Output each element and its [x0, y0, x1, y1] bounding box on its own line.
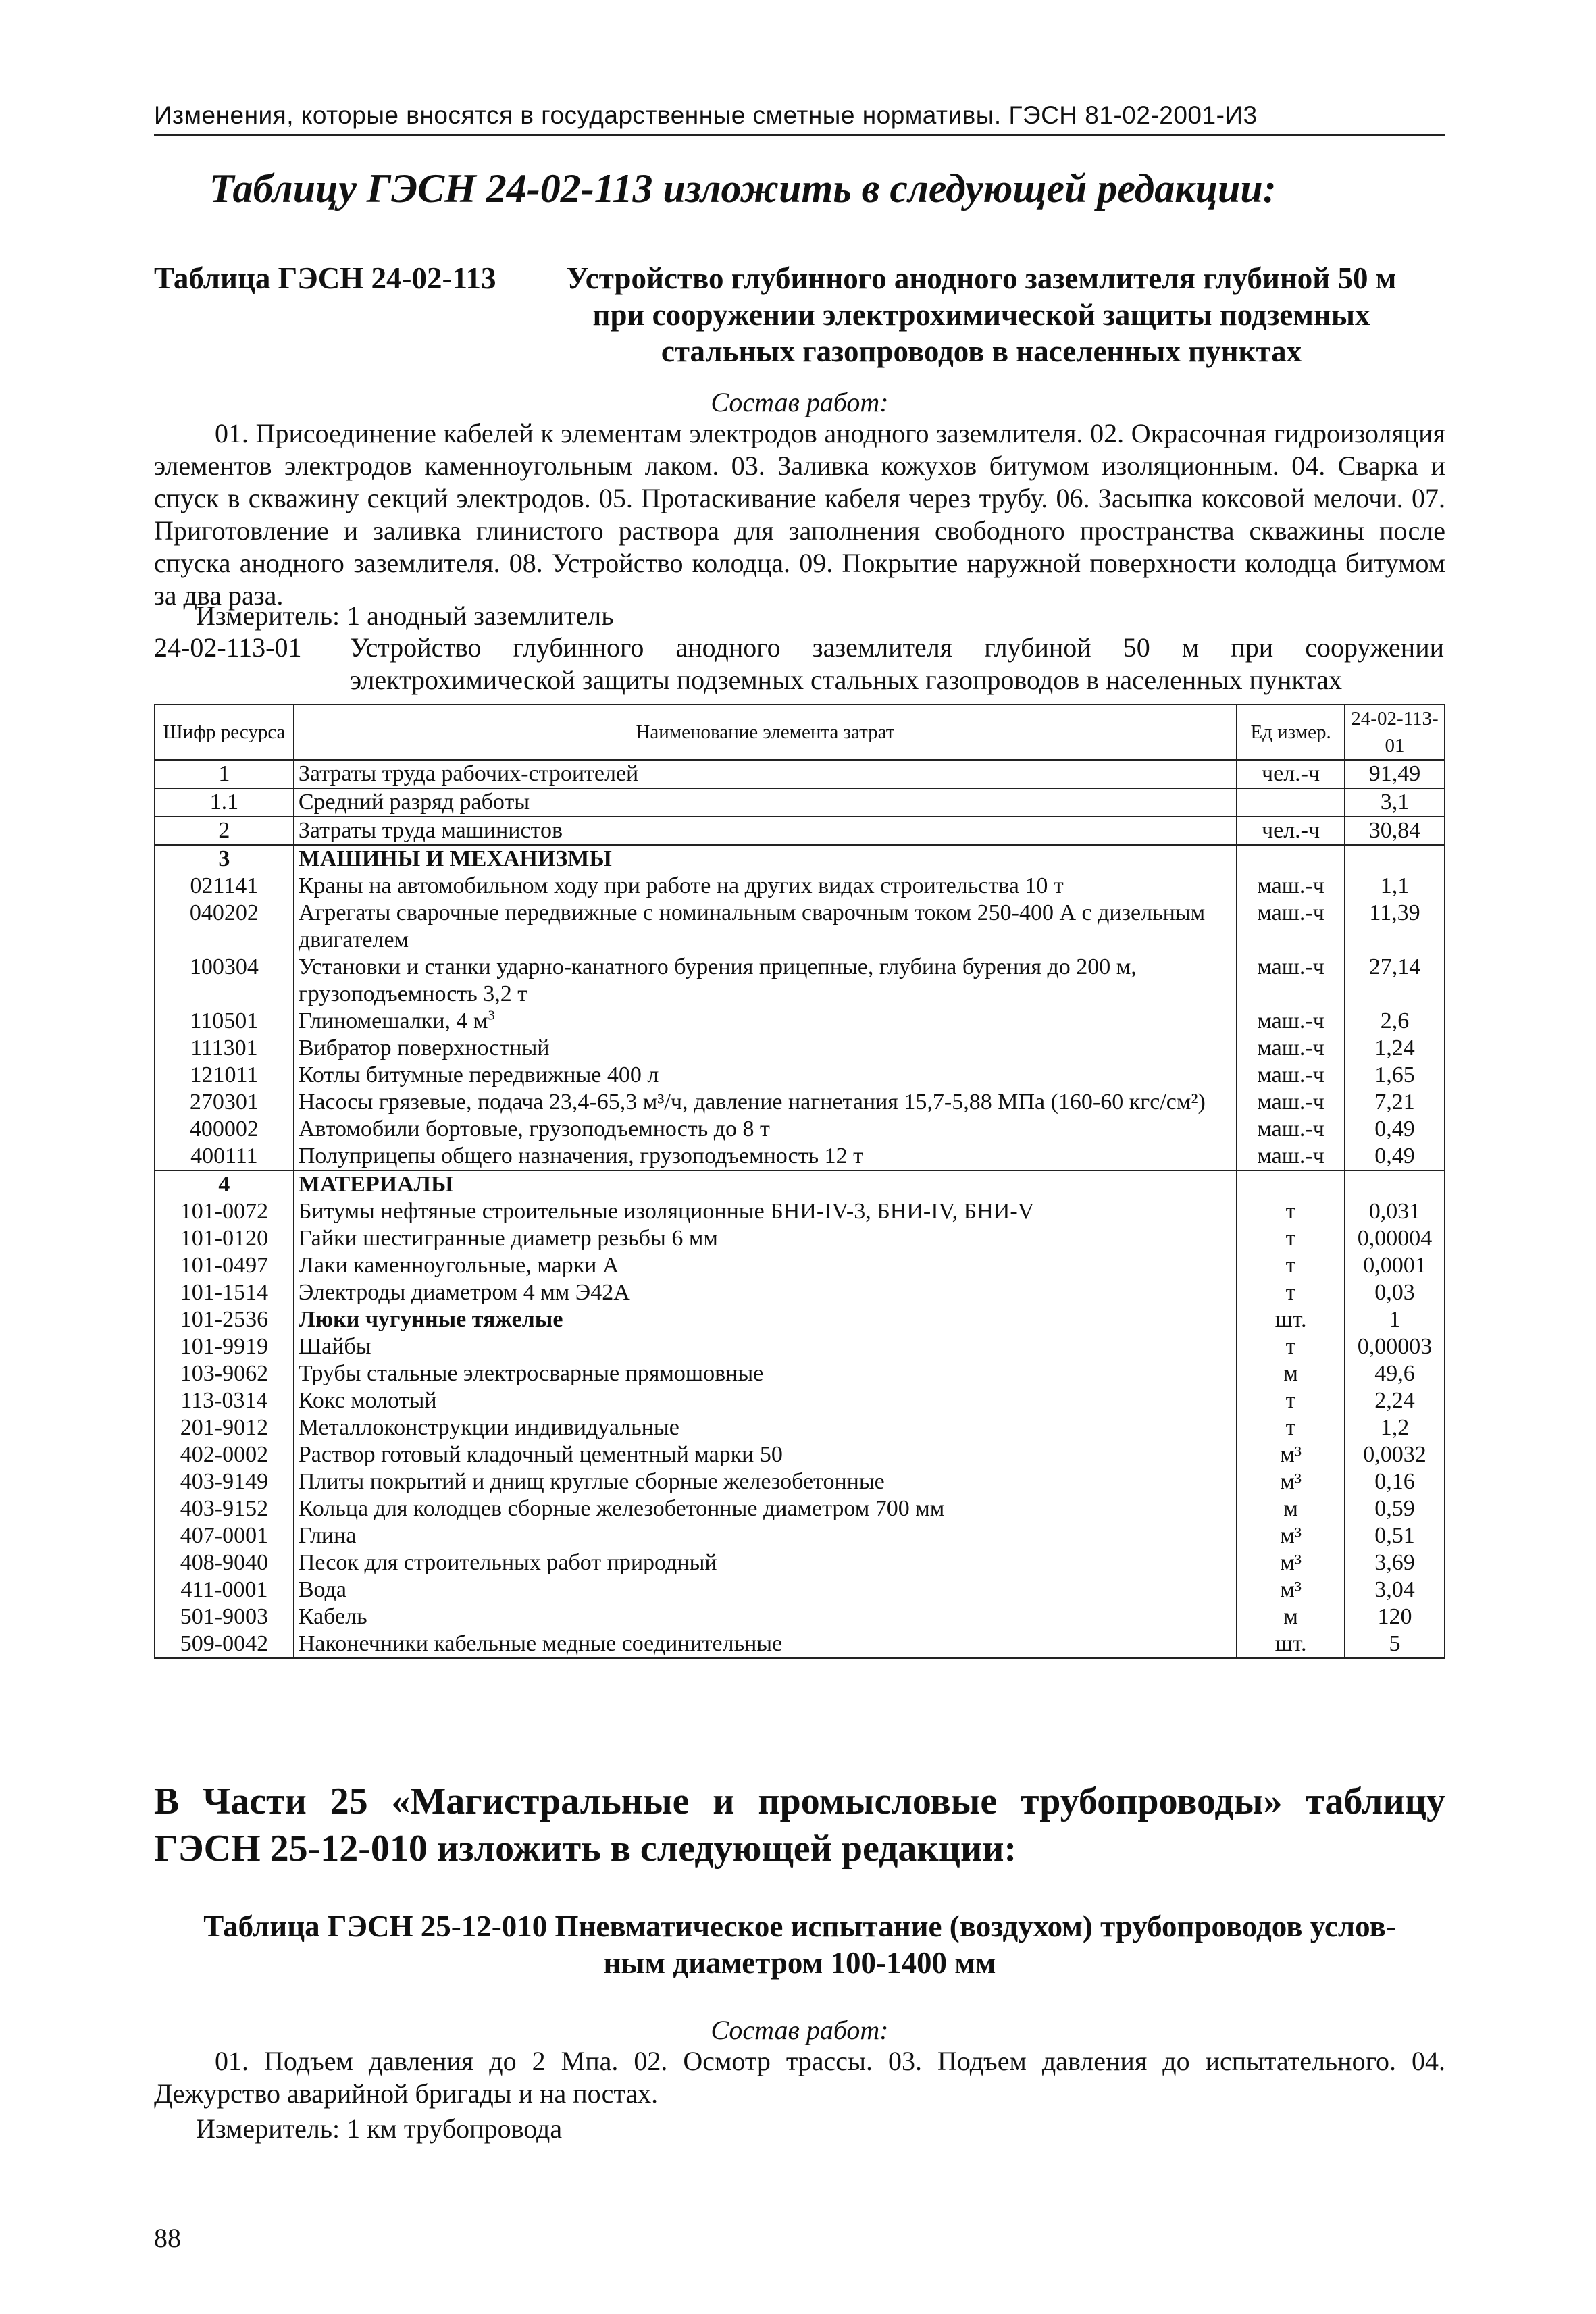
- cell-code: 403-9149: [155, 1468, 294, 1495]
- col-header-unit: Ед измер.: [1237, 704, 1345, 760]
- table2-title: [154, 1908, 1445, 1981]
- cell-unit: т: [1237, 1252, 1345, 1279]
- section-title: Таблицу ГЭСН 24-02-113 изложить в следующей редакции:: [209, 166, 1277, 211]
- cell-value: 0,0032: [1345, 1441, 1445, 1468]
- cell-name: МАШИНЫ И МЕХАНИЗМЫ: [294, 845, 1237, 873]
- table-row: [155, 1171, 1445, 1198]
- table2-title-line: ным диаметром 100-1400 мм: [603, 1946, 996, 1980]
- cell-name: Лаки каменноугольные, марки А: [294, 1252, 1237, 1279]
- cell-unit: м³: [1237, 1549, 1345, 1576]
- cell-value: 91,49: [1345, 760, 1445, 788]
- cell-name: Кольца для колодцев сборные железобетонные диаметром 700 мм: [294, 1495, 1237, 1522]
- cell-value: 0,51: [1345, 1522, 1445, 1549]
- cell-code: 2: [155, 817, 294, 845]
- table-row: [155, 1630, 1445, 1658]
- table-row: [155, 1549, 1445, 1576]
- cell-value: 30,84: [1345, 817, 1445, 845]
- cell-code: 201-9012: [155, 1414, 294, 1441]
- cell-value: 0,00004: [1345, 1225, 1445, 1252]
- measure-value: 1 км трубопровода: [346, 2113, 563, 2144]
- cell-code: 501-9003: [155, 1603, 294, 1630]
- table2-measure: [196, 2113, 562, 2144]
- table2-works-caption: Состав работ:: [711, 2015, 889, 2045]
- cell-code: 113-0314: [155, 1387, 294, 1414]
- cell-unit: м: [1237, 1360, 1345, 1387]
- cell-code: 403-9152: [155, 1495, 294, 1522]
- cell-code: 101-1514: [155, 1279, 294, 1306]
- cell-name: Краны на автомобильном ходу при работе на других видах строительства 10 т: [294, 873, 1237, 900]
- cell-code: 400111: [155, 1143, 294, 1171]
- cell-unit: м: [1237, 1495, 1345, 1522]
- cell-value: 3,04: [1345, 1576, 1445, 1603]
- table-row: [155, 1468, 1445, 1495]
- table-row: [155, 1279, 1445, 1306]
- table-row: [155, 1252, 1445, 1279]
- cell-name: Вода: [294, 1576, 1237, 1603]
- cell-code: 101-9919: [155, 1333, 294, 1360]
- cell-code: 408-9040: [155, 1549, 294, 1576]
- cell-code: 1.1: [155, 788, 294, 817]
- cell-value: 3,69: [1345, 1549, 1445, 1576]
- table1-title-line: Устройство глубинного анодного заземлителя глубиной 50 м: [566, 261, 1397, 295]
- cell-code: 103-9062: [155, 1360, 294, 1387]
- measure-label: Измеритель:: [196, 2113, 340, 2144]
- table-row: [155, 1414, 1445, 1441]
- cell-unit: т: [1237, 1387, 1345, 1414]
- table1-title-line: стальных газопроводов в населенных пунктах: [661, 334, 1302, 368]
- table-row: [155, 1062, 1445, 1089]
- cell-unit: [1237, 788, 1345, 817]
- table-row: [155, 954, 1445, 1008]
- table-row: [155, 760, 1445, 788]
- cell-name: Котлы битумные передвижные 400 л: [294, 1062, 1237, 1089]
- col-header-norm: 24-02-113-01: [1345, 704, 1445, 760]
- measure-label: Измеритель:: [196, 600, 340, 631]
- cell-unit: шт.: [1237, 1630, 1345, 1658]
- cell-name: Вибратор поверхностный: [294, 1035, 1237, 1062]
- table-row: [155, 1387, 1445, 1414]
- table-row: [155, 1306, 1445, 1333]
- table2-works-text: 01. Подъем давления до 2 Мпа. 02. Осмотр трассы. 03. Подъем давления до испытательного. 04. Дежурство аварийной бригады и на постах.: [154, 2046, 1445, 2109]
- superscript: 3: [488, 1008, 495, 1023]
- cell-unit: м³: [1237, 1441, 1345, 1468]
- cell-unit: т: [1237, 1198, 1345, 1225]
- table-row: [155, 1603, 1445, 1630]
- cell-unit: чел.-ч: [1237, 760, 1345, 788]
- cell-value: 11,39: [1345, 900, 1445, 954]
- table-row: [155, 1035, 1445, 1062]
- cell-code: 407-0001: [155, 1522, 294, 1549]
- cell-name: Глиномешалки, 4 $м^3$: [294, 1008, 1237, 1035]
- cell-unit: м³: [1237, 1468, 1345, 1495]
- table-row: [155, 873, 1445, 900]
- cell-value: 5: [1345, 1630, 1445, 1658]
- cell-unit: маш.-ч: [1237, 900, 1345, 954]
- cell-value: 7,21: [1345, 1089, 1445, 1116]
- cell-unit: т: [1237, 1333, 1345, 1360]
- cell-unit: т: [1237, 1225, 1345, 1252]
- table-row: [155, 1116, 1445, 1143]
- table-row: [155, 1089, 1445, 1116]
- cell-unit: м: [1237, 1603, 1345, 1630]
- cell-value: 0,16: [1345, 1468, 1445, 1495]
- cell-code: 101-0497: [155, 1252, 294, 1279]
- cell-name: Агрегаты сварочные передвижные с номинальным сварочным током 250-400 А с дизельным двигателем: [294, 900, 1237, 954]
- cell-unit: м³: [1237, 1576, 1345, 1603]
- norm-code: 24-02-113-01: [154, 632, 302, 663]
- norm-description: Устройство глубинного анодного заземлителя глубиной 50 м при сооружении электрохимической защиты подземных стальных газопроводов в населенных пунктах: [350, 632, 1444, 695]
- measure-value: 1 анодный заземлитель: [346, 600, 614, 631]
- table-row: [155, 1143, 1445, 1171]
- cell-unit: [1237, 845, 1345, 873]
- cell-unit: чел.-ч: [1237, 817, 1345, 845]
- cell-name: Шайбы: [294, 1333, 1237, 1360]
- cell-unit: маш.-ч: [1237, 1035, 1345, 1062]
- cell-code: 111301: [155, 1035, 294, 1062]
- cell-value: 0,0001: [1345, 1252, 1445, 1279]
- cell-unit: маш.-ч: [1237, 1089, 1345, 1116]
- cell-code: 3: [155, 845, 294, 873]
- table1-title-lead: Таблица ГЭСН 24-02-113: [154, 261, 496, 295]
- table-header-row: [155, 704, 1445, 760]
- cell-code: 270301: [155, 1089, 294, 1116]
- cell-unit: маш.-ч: [1237, 1062, 1345, 1089]
- cell-value: 0,00003: [1345, 1333, 1445, 1360]
- table-row: [155, 1008, 1445, 1035]
- table-row: [155, 1522, 1445, 1549]
- cell-unit: т: [1237, 1279, 1345, 1306]
- cell-code: 101-0120: [155, 1225, 294, 1252]
- table-row: [155, 845, 1445, 873]
- table-row: [155, 900, 1445, 954]
- cell-code: 121011: [155, 1062, 294, 1089]
- cell-name: Кокс молотый: [294, 1387, 1237, 1414]
- cell-name: Глина: [294, 1522, 1237, 1549]
- resource-table-body: [155, 760, 1445, 1658]
- cell-value: 0,59: [1345, 1495, 1445, 1522]
- cell-code: 509-0042: [155, 1630, 294, 1658]
- table1-title-line: при сооружении электрохимической защиты подземных: [592, 298, 1370, 332]
- cell-code: 4: [155, 1171, 294, 1198]
- cell-value: 1,65: [1345, 1062, 1445, 1089]
- cell-code: 021141: [155, 873, 294, 900]
- cell-unit: маш.-ч: [1237, 1116, 1345, 1143]
- cell-name: Люки чугунные тяжелые: [294, 1306, 1237, 1333]
- cell-code: 1: [155, 760, 294, 788]
- cell-unit: м³: [1237, 1522, 1345, 1549]
- cell-name: Затраты труда рабочих-строителей: [294, 760, 1237, 788]
- part-title: В Части 25 «Магистральные и промысловые трубопроводы» таблицу ГЭСН 25-12-010 изложить в следующей редакции:: [154, 1780, 1445, 1870]
- cell-code: 402-0002: [155, 1441, 294, 1468]
- cell-name: Автомобили бортовые, грузоподъемность до 8 т: [294, 1116, 1237, 1143]
- cell-value: 1: [1345, 1306, 1445, 1333]
- cell-name: Раствор готовый кладочный цементный марки 50: [294, 1441, 1237, 1468]
- col-header-code: Шифр ресурса: [155, 704, 294, 760]
- cell-unit: шт.: [1237, 1306, 1345, 1333]
- cell-value: 49,6: [1345, 1360, 1445, 1387]
- table1-measure: [196, 600, 613, 632]
- cell-name: Полуприцепы общего назначения, грузоподъемность 12 т: [294, 1143, 1237, 1171]
- cell-name: Гайки шестигранные диаметр резьбы 6 мм: [294, 1225, 1237, 1252]
- cell-code: 110501: [155, 1008, 294, 1035]
- cell-value: 0,49: [1345, 1116, 1445, 1143]
- cell-code: 411-0001: [155, 1576, 294, 1603]
- resource-table: [154, 704, 1445, 1659]
- table-row: [155, 788, 1445, 817]
- cell-unit: маш.-ч: [1237, 1143, 1345, 1171]
- cell-value: 1,1: [1345, 873, 1445, 900]
- table-row: [155, 1441, 1445, 1468]
- cell-value: 0,03: [1345, 1279, 1445, 1306]
- table-row: [155, 817, 1445, 845]
- cell-name: Плиты покрытий и днищ круглые сборные железобетонные: [294, 1468, 1237, 1495]
- cell-code: 040202: [155, 900, 294, 954]
- cell-unit: т: [1237, 1414, 1345, 1441]
- cell-name: Электроды диаметром 4 мм Э42А: [294, 1279, 1237, 1306]
- table-row: [155, 1360, 1445, 1387]
- cell-unit: маш.-ч: [1237, 873, 1345, 900]
- col-header-name: Наименование элемента затрат: [294, 704, 1237, 760]
- cell-unit: [1237, 1171, 1345, 1198]
- table-row: [155, 1198, 1445, 1225]
- table-row: [155, 1333, 1445, 1360]
- cell-unit: маш.-ч: [1237, 954, 1345, 1008]
- cell-name: Наконечники кабельные медные соединительные: [294, 1630, 1237, 1658]
- cell-value: 3,1: [1345, 788, 1445, 817]
- cell-value: 2,24: [1345, 1387, 1445, 1414]
- cell-name: Насосы грязевые, подача 23,4-65,3 м³/ч, давление нагнетания 15,7-5,88 МПа (160-60 кгс/см²): [294, 1089, 1237, 1116]
- cell-code: 100304: [155, 954, 294, 1008]
- cell-value: 1,24: [1345, 1035, 1445, 1062]
- cell-name: Установки и станки ударно-канатного бурения прицепные, глубина бурения до 200 м, грузоподъемность 3,2 т: [294, 954, 1237, 1008]
- cell-value: [1345, 845, 1445, 873]
- cell-value: [1345, 1171, 1445, 1198]
- table-row: [155, 1495, 1445, 1522]
- cell-name: Трубы стальные электросварные прямошовные: [294, 1360, 1237, 1387]
- cell-value: 0,49: [1345, 1143, 1445, 1171]
- table1-works-text: 01. Присоединение кабелей к элементам электродов анодного заземлителя. 02. Окрасочная гидроизоляция элементов электродов каменноугольным лаком. 03. Заливка кожухов битумом изоляционным. 04. Сварка и спуск в скважину секций электродов. 05. Протаскивание кабеля через трубу. 06. Засыпка коксовой мелочи. 07. Приготовление и заливка глинистого раствора для заполнения свободного пространства скважины после спуска анодного заземлителя. 08. Устройство колодца. 09. Покрытие наружной поверхности колодца битумом за два раза.: [154, 418, 1445, 611]
- table1-works-caption: Состав работ:: [711, 387, 889, 417]
- cell-name: Кабель: [294, 1603, 1237, 1630]
- page-number: 88: [154, 2223, 181, 2253]
- cell-name: МАТЕРИАЛЫ: [294, 1171, 1237, 1198]
- cell-name: Металлоконструкции индивидуальные: [294, 1414, 1237, 1441]
- table-row: [155, 1576, 1445, 1603]
- table2-title-line: Таблица ГЭСН 25-12-010 Пневматическое испытание (воздухом) трубопроводов услов-: [203, 1909, 1396, 1943]
- page-header: Изменения, которые вносятся в государственные сметные нормативы. ГЭСН 81-02-2001-И3: [154, 101, 1445, 136]
- cell-code: 101-0072: [155, 1198, 294, 1225]
- table-row: [155, 1225, 1445, 1252]
- cell-value: 2,6: [1345, 1008, 1445, 1035]
- cell-value: 0,031: [1345, 1198, 1445, 1225]
- cell-name: Средний разряд работы: [294, 788, 1237, 817]
- cell-value: 27,14: [1345, 954, 1445, 1008]
- cell-unit: маш.-ч: [1237, 1008, 1345, 1035]
- cell-value: 1,2: [1345, 1414, 1445, 1441]
- cell-name: Битумы нефтяные строительные изоляционные БНИ-IV-3, БНИ-IV, БНИ-V: [294, 1198, 1237, 1225]
- cell-name: Затраты труда машинистов: [294, 817, 1237, 845]
- cell-value: 120: [1345, 1603, 1445, 1630]
- cell-code: 400002: [155, 1116, 294, 1143]
- cell-code: 101-2536: [155, 1306, 294, 1333]
- cell-name: Песок для строительных работ природный: [294, 1549, 1237, 1576]
